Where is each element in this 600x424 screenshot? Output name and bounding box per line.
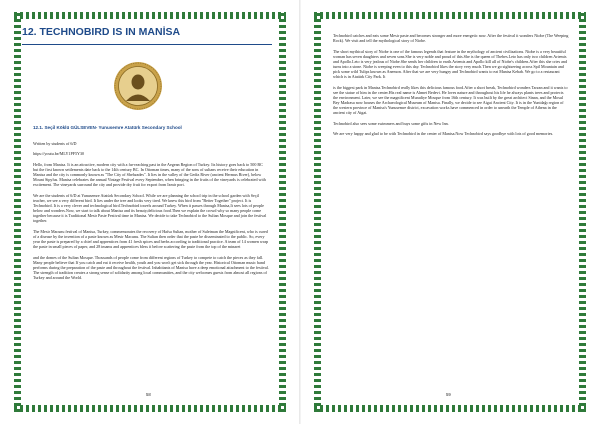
paragraph: We are the students of 6/D at Yunusemre Atatürk Secondary School. While we are planning the school trip in the school garden with Seçil teacher, we see a very different bird. It lies under the tree and looks very tired. We knew this bird from "Better Together" project. It is Technobird. It is a very clever and technological bird.Technobird travels around Turkey. When it passes through Manisa,It sees lots of people below and wonders.Now, we start to talk about Manisa and its beauty,delicious food.Then we explain the crowd why so many people come together because it is Traditional Mesir Paste Festival time in Manisa. We decide to take Technobird to the Sultan Mosque and join the festival together. — [33, 192, 267, 224]
paragraph: and the domes of the Sultan Mosque. Thousands of people come from different regions of Turkey to compete to catch the pieces as they fall. Many people believe that If you catch and eat it receive health, youth and you won't get sick through the year. Historical Ottoman music band performs during the preparation of the paste and throughout the festival. Inhabitants of Manisa have a deep emotional attachment to the festival. The strength of tradition creates a strong sense of solidarity among local communities, and the city welcomes guests from almost all regions of Turkey and around the World. — [33, 254, 269, 281]
page-number-right: 59 — [446, 392, 451, 397]
paragraph: The Mesir Macunu festival of Manisa, Turkey, commemorates the recovery of Hafsa Sultan, mother of Suleiman the Magnificent, who is cured of a disease by the invention of a paste known as Mesir Macunu. The Sultan then order that the paste be disseminated to the public. So, every year the paste is prepared by a chief and apprentices from 41 fresh spices and herbs according to traditional practice. A team of 14 women wrap the paste in small pieces of paper, and 28 imams and apprentices bless it before scattering the paste from the top of the minaret — [33, 228, 269, 250]
pine-border-bottom — [14, 405, 286, 412]
pine-border-left — [14, 12, 21, 412]
pine-border-bottom — [314, 405, 586, 412]
pine-border-left — [314, 12, 321, 412]
paragraph: Technobird catches and eats some Mesir paste and becomes stronger and more energetic now. After the festival it wonders Niobe (The Weeping Rock). We visit and tell the mythological story of Niobe. — [333, 33, 569, 44]
pine-border-top — [314, 12, 586, 19]
pine-border-top — [14, 12, 286, 19]
paragraph: Hello, from Manisa. It is an attractive, modern city with a far-reaching past in the Aegean Region of Turkey. Its history goes back to 500 BC but the first known settlements date back to the 14th century BC. In Ottoman times, many of the sons of sultans receive their education in Manisa and the city is commonly known as "The City of Shehzades". It lies in the valley of the Gediz River (ancient Hermus River), below Mount Sipylus. Manisa celebrates the annual Vintage Festival every September, when bringing in the fruits of the vineyards is celebrated with excitement. The vineyards surround the city and provide dry fruit for export from Izmir port. — [33, 161, 266, 188]
section-subtitle: 12.1. Seçil Köklü GÜLSEVEN- Yunusemre Atatürk Secondary School — [33, 125, 182, 130]
book-spine — [299, 0, 301, 424]
pine-border-right — [279, 12, 286, 412]
paragraph: We are very happy and glad to be with Technobird in the center of Manisa.Now Technobird says goodbye with lots of good memories. — [333, 131, 554, 137]
author-line: Written by students of 6/D — [33, 141, 77, 146]
video-link[interactable]: https://youtu.be/MLY1PF5Y30 — [33, 151, 85, 157]
paragraph: The short mythical story of Niobe is one of the famous legends that feature in the mythology of ancient civilizations. Niobe is a very beautiful woman has seven daughters and seven sons.She is very noble and proud of this.She is the queen of Thebes.Leto has only two children Artemis and Apollo.Leto is very jealous of Niobe.She sends her children to earth.Artemis and Apollo kill all of Niobe's children.After this she cries and turns into a stone. Niobe is weeping even to this day. Technobird likes the story very much.Then we go sightseeing across Spil Mountain and pick some wild Tulips known as Anemon. After that we are very hungry and Technobird wants to eat Manisa Kebab. We go to a restaurant which is in Atatürk City Park. It — [333, 48, 568, 80]
left-body-text — [33, 141, 269, 286]
chapter-title: 12. TECHNOBIRD IS IN MANİSA — [22, 26, 181, 38]
page-number-left: 58 — [146, 392, 151, 397]
ataturk-school-emblem-icon — [113, 61, 163, 111]
paragraph: Technobird also sees some swimmers and buys some gifts in New Inn. — [333, 120, 449, 126]
pine-border-right — [579, 12, 586, 412]
title-underline — [22, 44, 272, 45]
right-page — [300, 0, 600, 424]
paragraph: is the biggest park in Manisa.Technobird really likes this delicious famous food.After a short break, Technobird wonders Tarzan and it wants to see the statue of him in the center.His real name is Ahmet Bedevi. He loves nature and throughout his life he always plants trees and protects the environment. Later, we see the magnificent Muradiye Mosque from 16th century. It was built by the great architect Sinan, and the Mosul Bey Madrasa now houses the Archaeological Museum of Manisa. Finally, we decide to see Aigai Ancient City. It is in the Yuntdağı region of the western province of Manisa's Yunusemre district, excavation works have commenced in order to unearth the Temple of Athena in the ancient city of Aigai. — [333, 84, 568, 116]
right-body-text — [333, 33, 569, 141]
